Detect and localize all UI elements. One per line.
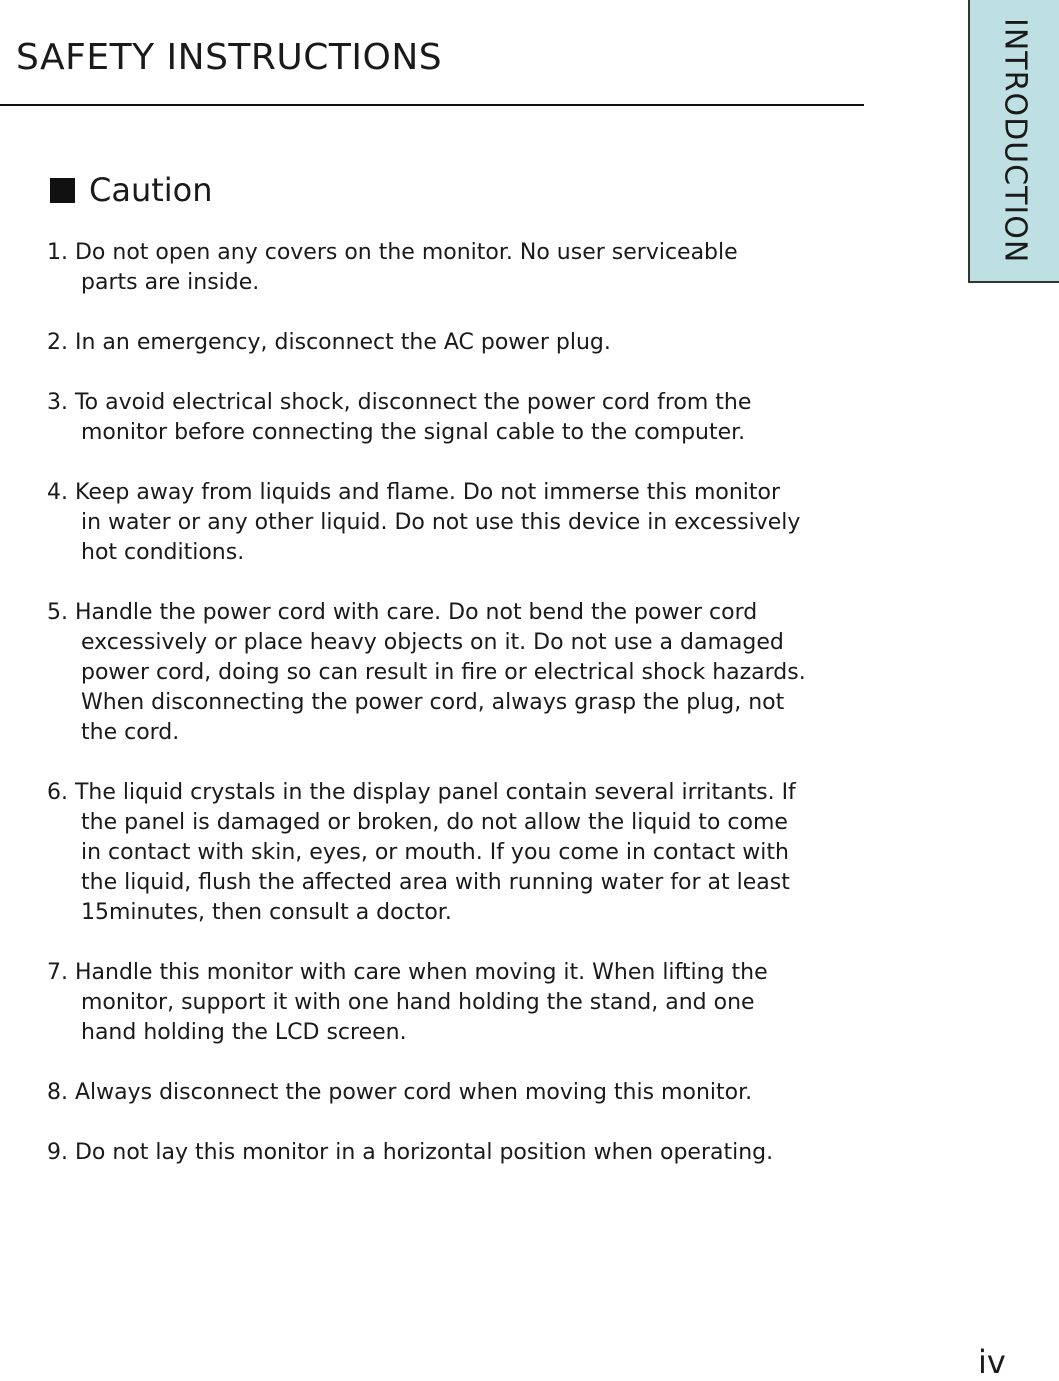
item-line: 1. Do not open any covers on the monitor. No user serviceable [47,240,738,265]
caution-item [47,238,877,298]
item-line: parts are inside. [81,270,260,295]
item-line: hot conditions. [81,540,245,565]
item-line: 2. In an emergency, disconnect the AC power plug. [47,330,611,355]
item-line: monitor, support it with one hand holding the stand, and one [81,990,755,1015]
page-title: SAFETY INSTRUCTIONS [16,37,443,78]
caution-item [47,598,877,748]
item-line: 7. Handle this monitor with care when moving it. When lifting the [47,960,768,985]
item-line: 6. The liquid crystals in the display panel contain several irritants. If [47,780,796,805]
item-line: power cord, doing so can result in fire or electrical shock hazards. [81,660,806,685]
item-line: in contact with skin, eyes, or mouth. If you come in contact with [81,840,789,865]
title-divider [0,104,864,106]
caution-item [47,958,877,1048]
item-line: monitor before connecting the signal cable to the computer. [81,420,746,445]
item-line: 15minutes, then consult a doctor. [81,900,452,925]
item-line: the cord. [81,720,180,745]
section-tab-label: INTRODUCTION [997,18,1033,264]
item-line: in water or any other liquid. Do not use this device in excessively [81,510,801,535]
caution-item [47,1138,877,1168]
black-square-icon [50,178,75,203]
page-number: iv [978,1343,1006,1381]
section-tab [968,0,1059,283]
item-line: 5. Handle the power cord with care. Do not bend the power cord [47,600,758,625]
item-line: 3. To avoid electrical shock, disconnect the power cord from the [47,390,752,415]
caution-list [47,238,877,1198]
caution-item [47,1078,877,1108]
caution-heading [50,168,213,212]
item-line: 9. Do not lay this monitor in a horizontal position when operating. [47,1140,774,1165]
item-line: 8. Always disconnect the power cord when moving this monitor. [47,1080,753,1105]
caution-item [47,328,877,358]
item-line: When disconnecting the power cord, always grasp the plug, not [81,690,785,715]
caution-heading-text: Caution [89,171,213,209]
item-line: the panel is damaged or broken, do not allow the liquid to come [81,810,788,835]
item-line: excessively or place heavy objects on it. Do not use a damaged [81,630,784,655]
item-line: 4. Keep away from liquids and flame. Do not immerse this monitor [47,480,781,505]
item-line: the liquid, flush the affected area with running water for at least [81,870,790,895]
item-line: hand holding the LCD screen. [81,1020,407,1045]
caution-item [47,478,877,568]
caution-item [47,778,877,928]
caution-item [47,388,877,448]
